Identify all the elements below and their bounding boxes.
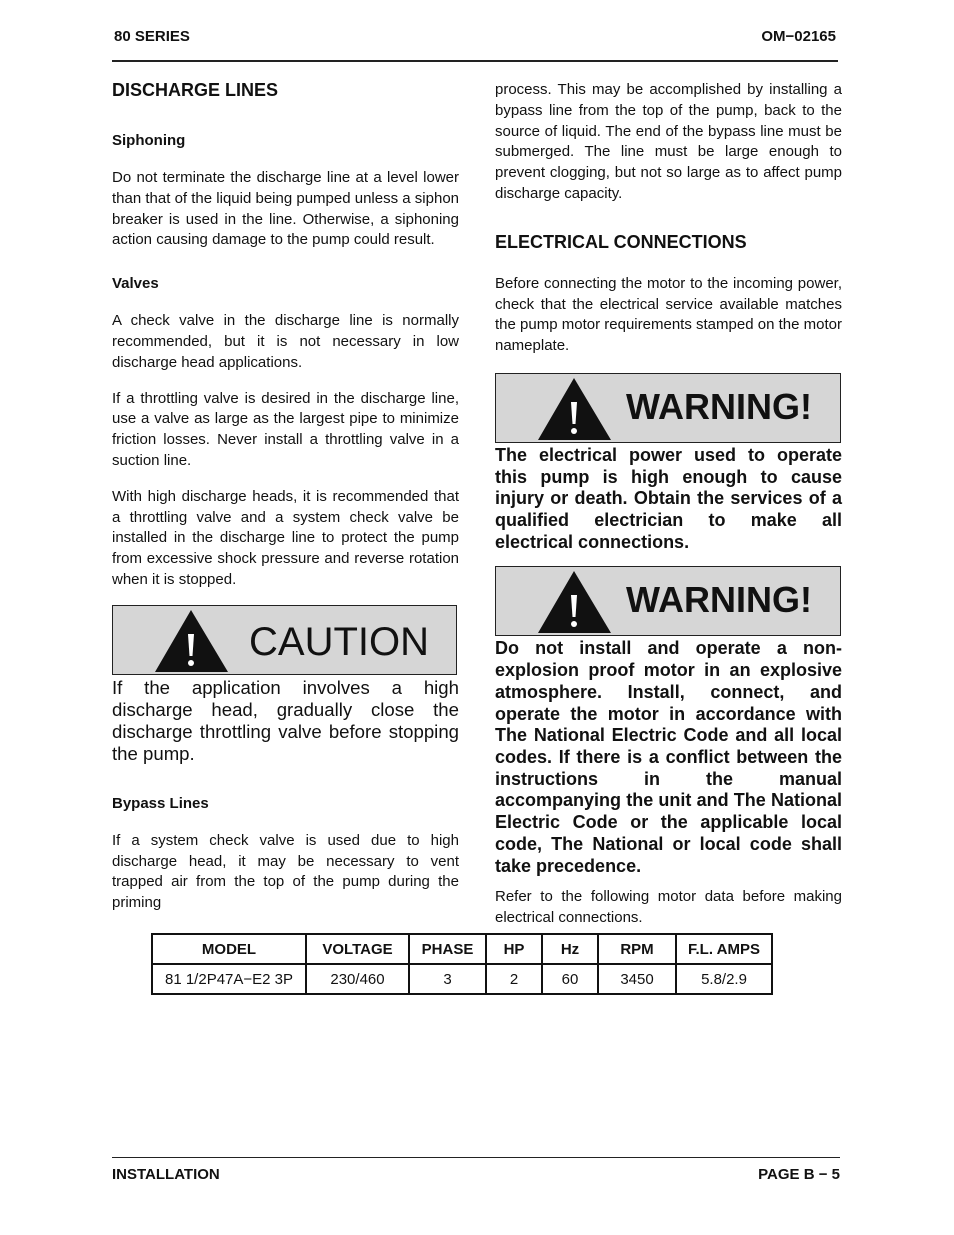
warning-banner-2	[495, 566, 841, 636]
electrical-paragraph: Before connecting the motor to the incoming power, check that the electrical service available matches the pump motor requirements stamped on the motor nameplate.	[495, 274, 842, 355]
page-number: PAGE B − 5	[758, 1166, 840, 1183]
caution-banner	[112, 605, 457, 675]
table-cell: 81 1/2P47A−E2 3P	[152, 964, 306, 994]
siphoning-paragraph: Do not terminate the discharge line at a level lower than that of the liquid being pumped unless a siphon breaker is used in the line. Otherwise, a siphoning action causing damage to the pump could result.	[112, 169, 459, 249]
page-footer	[112, 1157, 840, 1183]
siphoning-heading: Siphoning	[112, 132, 186, 149]
warning-banner-1	[495, 373, 841, 443]
table-cell: 5.8/2.9	[676, 964, 772, 994]
column-header: Hz	[542, 934, 598, 964]
column-header: PHASE	[409, 934, 486, 964]
left-column	[112, 80, 459, 914]
exclamation-triangle-icon	[536, 376, 616, 442]
warning-word: WARNING!	[626, 579, 812, 621]
page-header	[112, 26, 838, 62]
column-header: MODEL	[152, 934, 306, 964]
section-label: INSTALLATION	[112, 1166, 220, 1183]
column-header: VOLTAGE	[306, 934, 409, 964]
warning-1-text: The electrical power used to operate this pump is high enough to cause injury or death. Obtain the services of a qualified electrician to make all electrical connections.	[495, 444, 842, 552]
document-number: OM−02165	[761, 28, 836, 45]
series-label: 80 SERIES	[114, 28, 190, 45]
table-cell: 3450	[598, 964, 676, 994]
table-cell: 230/460	[306, 964, 409, 994]
warning-word: WARNING!	[626, 385, 812, 427]
right-column	[495, 80, 842, 929]
table-header-row	[152, 934, 772, 964]
valves-paragraph-2: If a throttling valve is desired in the discharge line, use a valve as large as the largest pipe to minimize friction losses. Never install a throttling valve in a suction line.	[112, 389, 459, 469]
table-cell: 60	[542, 964, 598, 994]
exclamation-triangle-icon	[153, 608, 233, 674]
caution-text: If the application involves a high discharge head, gradually close the discharge throttling valve before stopping the pump.	[112, 676, 459, 764]
valves-paragraph-1: A check valve in the discharge line is normally recommended, but it is not necessary in low discharge head applications.	[112, 312, 459, 371]
table-cell: 2	[486, 964, 542, 994]
bypass-lines-heading: Bypass Lines	[112, 794, 209, 812]
table-row	[152, 964, 772, 994]
bypass-paragraph: If a system check valve is used due to high discharge head, it may be necessary to vent trapped air from the top of the pump during the priming	[112, 831, 459, 912]
column-header: RPM	[598, 934, 676, 964]
motor-data-table	[151, 933, 773, 995]
refer-paragraph: Refer to the following motor data before making electrical connections.	[495, 888, 842, 927]
bypass-continued-paragraph: process. This may be accomplished by installing a bypass line from the top of the pump, back to the source of liquid. The end of the bypass line must be submerged. The line must be large enough to prevent clogging, but not so large as to affect pump discharge capacity.	[495, 81, 842, 202]
valves-paragraph-3: With high discharge heads, it is recommended that a throttling valve and a system check valve be installed in the discharge line to protect the pump from excessive shock pressure and reverse rotation when it is stopped.	[112, 487, 459, 588]
caution-word: CAUTION	[249, 619, 429, 664]
discharge-lines-heading: DISCHARGE LINES	[112, 80, 279, 100]
table-cell: 3	[409, 964, 486, 994]
column-header: F.L. AMPS	[676, 934, 772, 964]
exclamation-triangle-icon	[536, 569, 616, 635]
warning-2-text: Do not install and operate a non-explosion proof motor in an explosive atmosphere. Install, connect, and operate the motor in accordance with The National Electric Code and all local codes. If there is a conflict between the instructions in the manual accompanying the unit and The National Electric Code or the applicable local code, The National or local code shall take precedence.	[495, 638, 842, 876]
valves-heading: Valves	[112, 275, 159, 293]
electrical-connections-heading: ELECTRICAL CONNECTIONS	[495, 231, 747, 252]
column-header: HP	[486, 934, 542, 964]
